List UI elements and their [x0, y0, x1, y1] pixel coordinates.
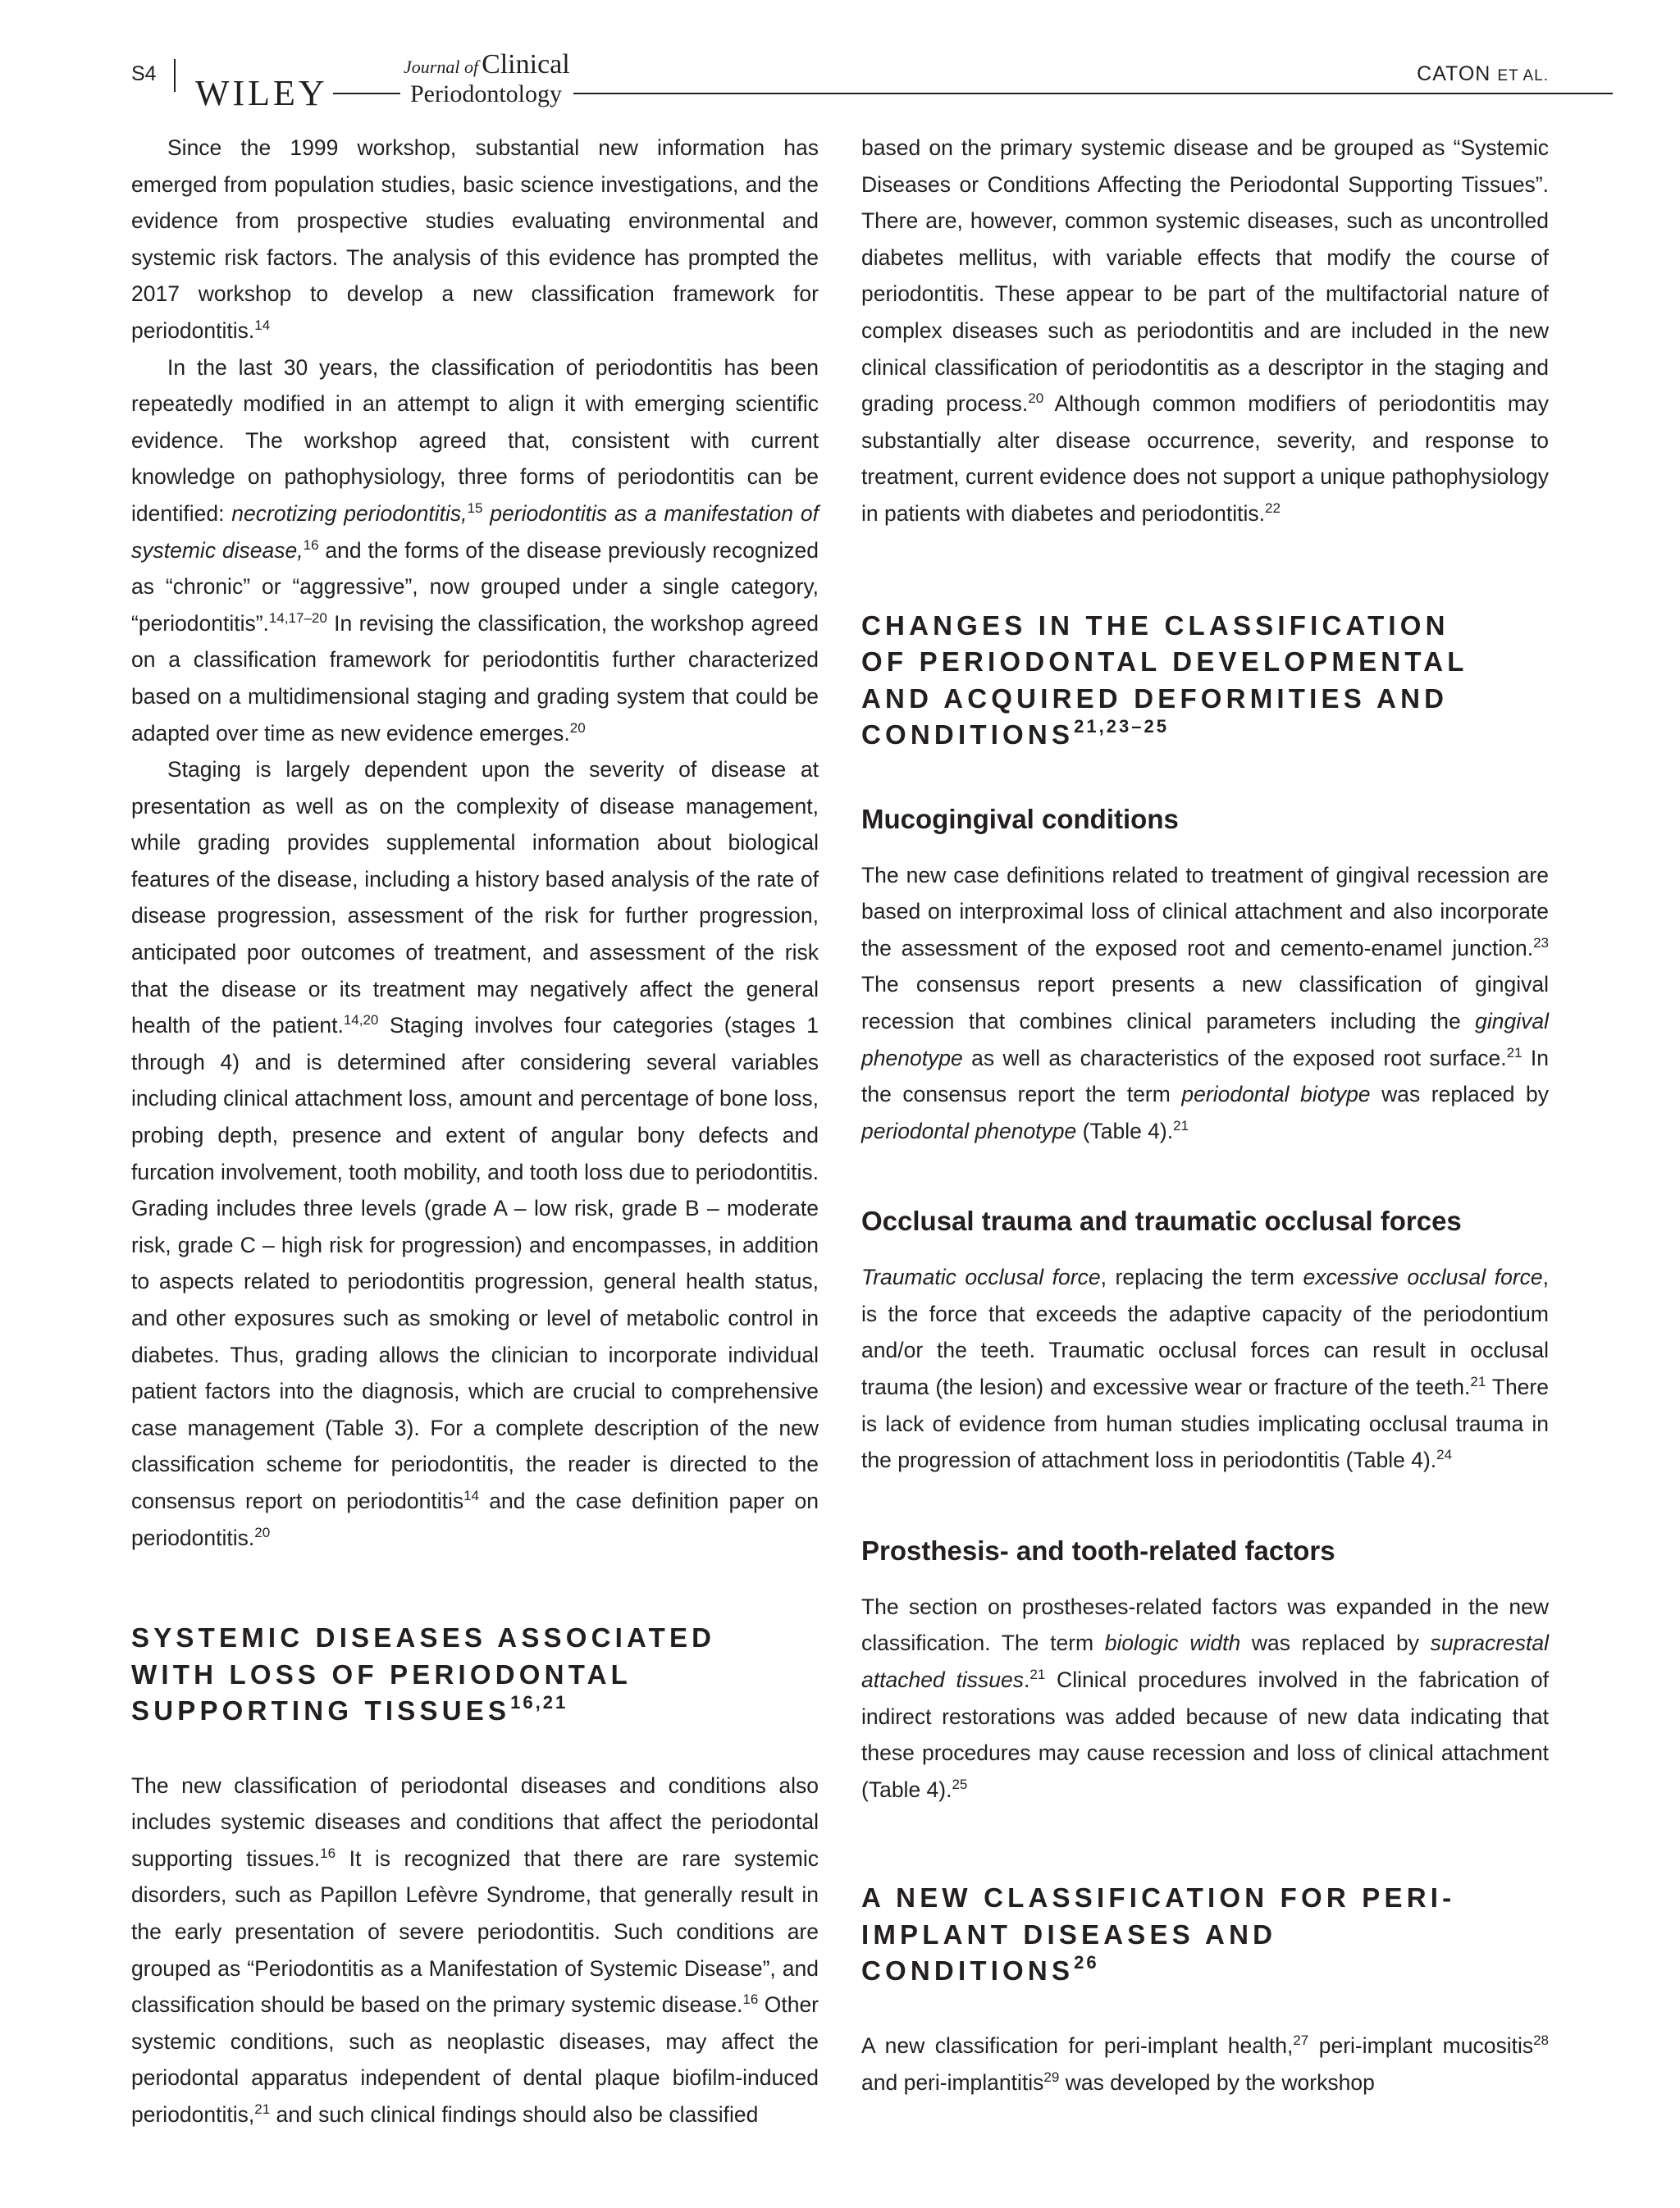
page-number: S4 — [131, 62, 157, 85]
subheading-prosthesis: Prosthesis- and tooth-related factors — [861, 1535, 1335, 1566]
running-head: CATON ET AL. — [1417, 62, 1549, 85]
paragraph-occlusal-trauma: Traumatic occlusal force, replacing the term excessive occlusal force, is the force that exceeds the adaptive capacity of the periodontium and/or the teeth. Traumatic occlusal forces can result in occlusal trauma (the lesion) and excessive wear or fracture of the teeth.$^{21}$ There is lack of evidence from human studies implicating occlusal trauma in the progression of attachment loss in periodontitis (Table 4).$^{24}$ — [861, 1265, 1550, 1473]
paragraph-prosthesis: The section on prostheses-related factors was expanded in the new classification. The term biologic width was replaced by supracrestal attached tissues.$^{21}$ Clinical procedures involved in the fabrication of indirect restorations was added because of new data indicating that these procedures may cause recession and loss of clinical attachment (Table 4).$^{25}$ — [861, 1594, 1549, 1802]
paragraph-peri-implant: A new classification for peri-implant health,$^{27}$ peri-implant mucositis$^{28}$ and peri-implantitis$^{29}$ was developed by the workshop — [861, 2032, 1550, 2095]
section-heading-deformities: CHANGES IN THE CLASSIFICATION OF PERIODONTAL DEVELOPMENTAL AND ACQUIRED DEFORMITIES AND CONDITIONS$^{21,23-25}$ — [861, 609, 1468, 750]
left-column — [131, 130, 819, 2133]
subheading-mucogingival: Mucogingival conditions — [861, 803, 1179, 834]
paragraph-systemic-diseases: The new classification of periodontal diseases and conditions also includes systemic diseases and conditions that affect the periodontal supporting tissues.$^{16}$ It is recognized that there are rare systemic disorders, such as Papillon Lefèvre Syndrome, that generally result in the early presentation of severe periodontitis. Such conditions are grouped as “Periodontitis as a Manifestation of Systemic Disease”, and classification should be based on the primary systemic disease.$^{16}$ Other systemic conditions, such as neoplastic diseases, may affect the periodontal apparatus independent of dental plaque biofilm-induced periodontitis,$^{21}$ and such clinical findings should also be classified — [131, 1772, 819, 2127]
subheading-occlusal-trauma: Occlusal trauma and traumatic occlusal forces — [861, 1206, 1462, 1237]
paragraph-1999-workshop: Since the 1999 workshop, substantial new information has emerged from population studies, basic science investigations, and the evidence from prospective studies evaluating environmental and systemic risk factors. The analysis of this evidence has prompted the 2017 workshop to develop a new classification framework for periodontitis.$^{14}$ — [131, 135, 819, 343]
paragraph-classification-history: In the last 30 years, the classification of periodontitis has been repeatedly modified in an attempt to align it with emerging scientific evidence. The workshop agreed that, consistent with current knowledge on pathophysiology, three forms of periodontitis can be identified: necrotizing periodontitis,$^{15}$ periodontitis as a manifestation of systemic disease,$^{16}$ and the forms of the disease previously recognized as “chronic” or “aggressive”, now grouped under a single category, “periodontitis”.$^{14,17-20}$ In revising the classification, the workshop agreed on a classification framework for periodontitis further characterized based on a multidimensional staging and grading system that could be adapted over time as new evidence emerges.$^{20}$ — [131, 354, 819, 746]
section-heading-systemic-diseases: SYSTEMIC DISEASES ASSOCIATED WITH LOSS OF PERIODONTAL SUPPORTING TISSUES$^{16,21}$ — [131, 1622, 716, 1727]
journal-title: Journal of Clinical Periodontology — [400, 51, 573, 107]
page-header — [131, 49, 1549, 128]
section-heading-peri-implant: A NEW CLASSIFICATION FOR PERI-IMPLANT DISEASES AND CONDITIONS$^{26}$ — [861, 1882, 1456, 1987]
paragraph-systemic-continued: based on the primary systemic disease and be grouped as “Systemic Diseases or Conditions Affecting the Periodontal Supporting Tissues”. There are, however, common systemic diseases, such as uncontrolled diabetes mellitus, with variable effects that modify the course of periodontitis. These appear to be part of the multifactorial nature of complex diseases such as periodontitis and are included in the new clinical classification of periodontitis as a descriptor in the staging and grading process.$^{20}$ Although common modifiers of periodontitis may substantially alter disease occurrence, severity, and response to treatment, current evidence does not support a unique pathophysiology in patients with diabetes and periodontitis.$^{22}$ — [861, 135, 1549, 526]
journal-logo — [195, 49, 638, 128]
right-column — [861, 130, 1549, 2101]
paragraph-staging-grading: Staging is largely dependent upon the severity of disease at presentation as well as on the complexity of disease management, while grading provides supplemental information about biological features of the disease, including a history based analysis of the rate of disease progression, assessment of the risk for further progression, anticipated poor outcomes of treatment, and assessment of the risk that the disease or its treatment may negatively affect the general health of the patient.$^{14,20}$ Staging involves four categories (stages 1 through 4) and is determined after considering several variables including clinical attachment loss, amount and percentage of bone loss, probing depth, presence and extent of angular bony defects and furcation involvement, tooth mobility, and tooth loss due to periodontitis. Grading includes three levels (grade A – low risk, grade B – moderate risk, grade C – high risk for progression) and encompasses, in addition to aspects related to periodontitis progression, general health status, and other exposures such as smoking or level of metabolic control in diabetes. Thus, grading allows the clinician to incorporate individual patient factors into the diagnosis, which are crucial to comprehensive case management (Table 3). For a complete description of the new classification scheme for periodontitis, the reader is directed to the consensus report on periodontitis$^{14}$ and the case definition paper on periodontitis.$^{20}$ — [131, 757, 819, 1550]
publisher-wordmark: WILEY — [195, 72, 333, 114]
paragraph-mucogingival: The new case definitions related to treatment of gingival recession are based on interproximal loss of clinical attachment and also incorporate the assessment of the exposed root and cemento-enamel junction.$^{23}$ The consensus report presents a new classification of gingival recession that combines clinical parameters including the gingival phenotype as well as characteristics of the exposed root surface.$^{21}$ In the consensus report the term periodontal biotype was replaced by periodontal phenotype (Table 4).$^{21}$ — [861, 862, 1550, 1143]
header-divider — [174, 59, 176, 92]
